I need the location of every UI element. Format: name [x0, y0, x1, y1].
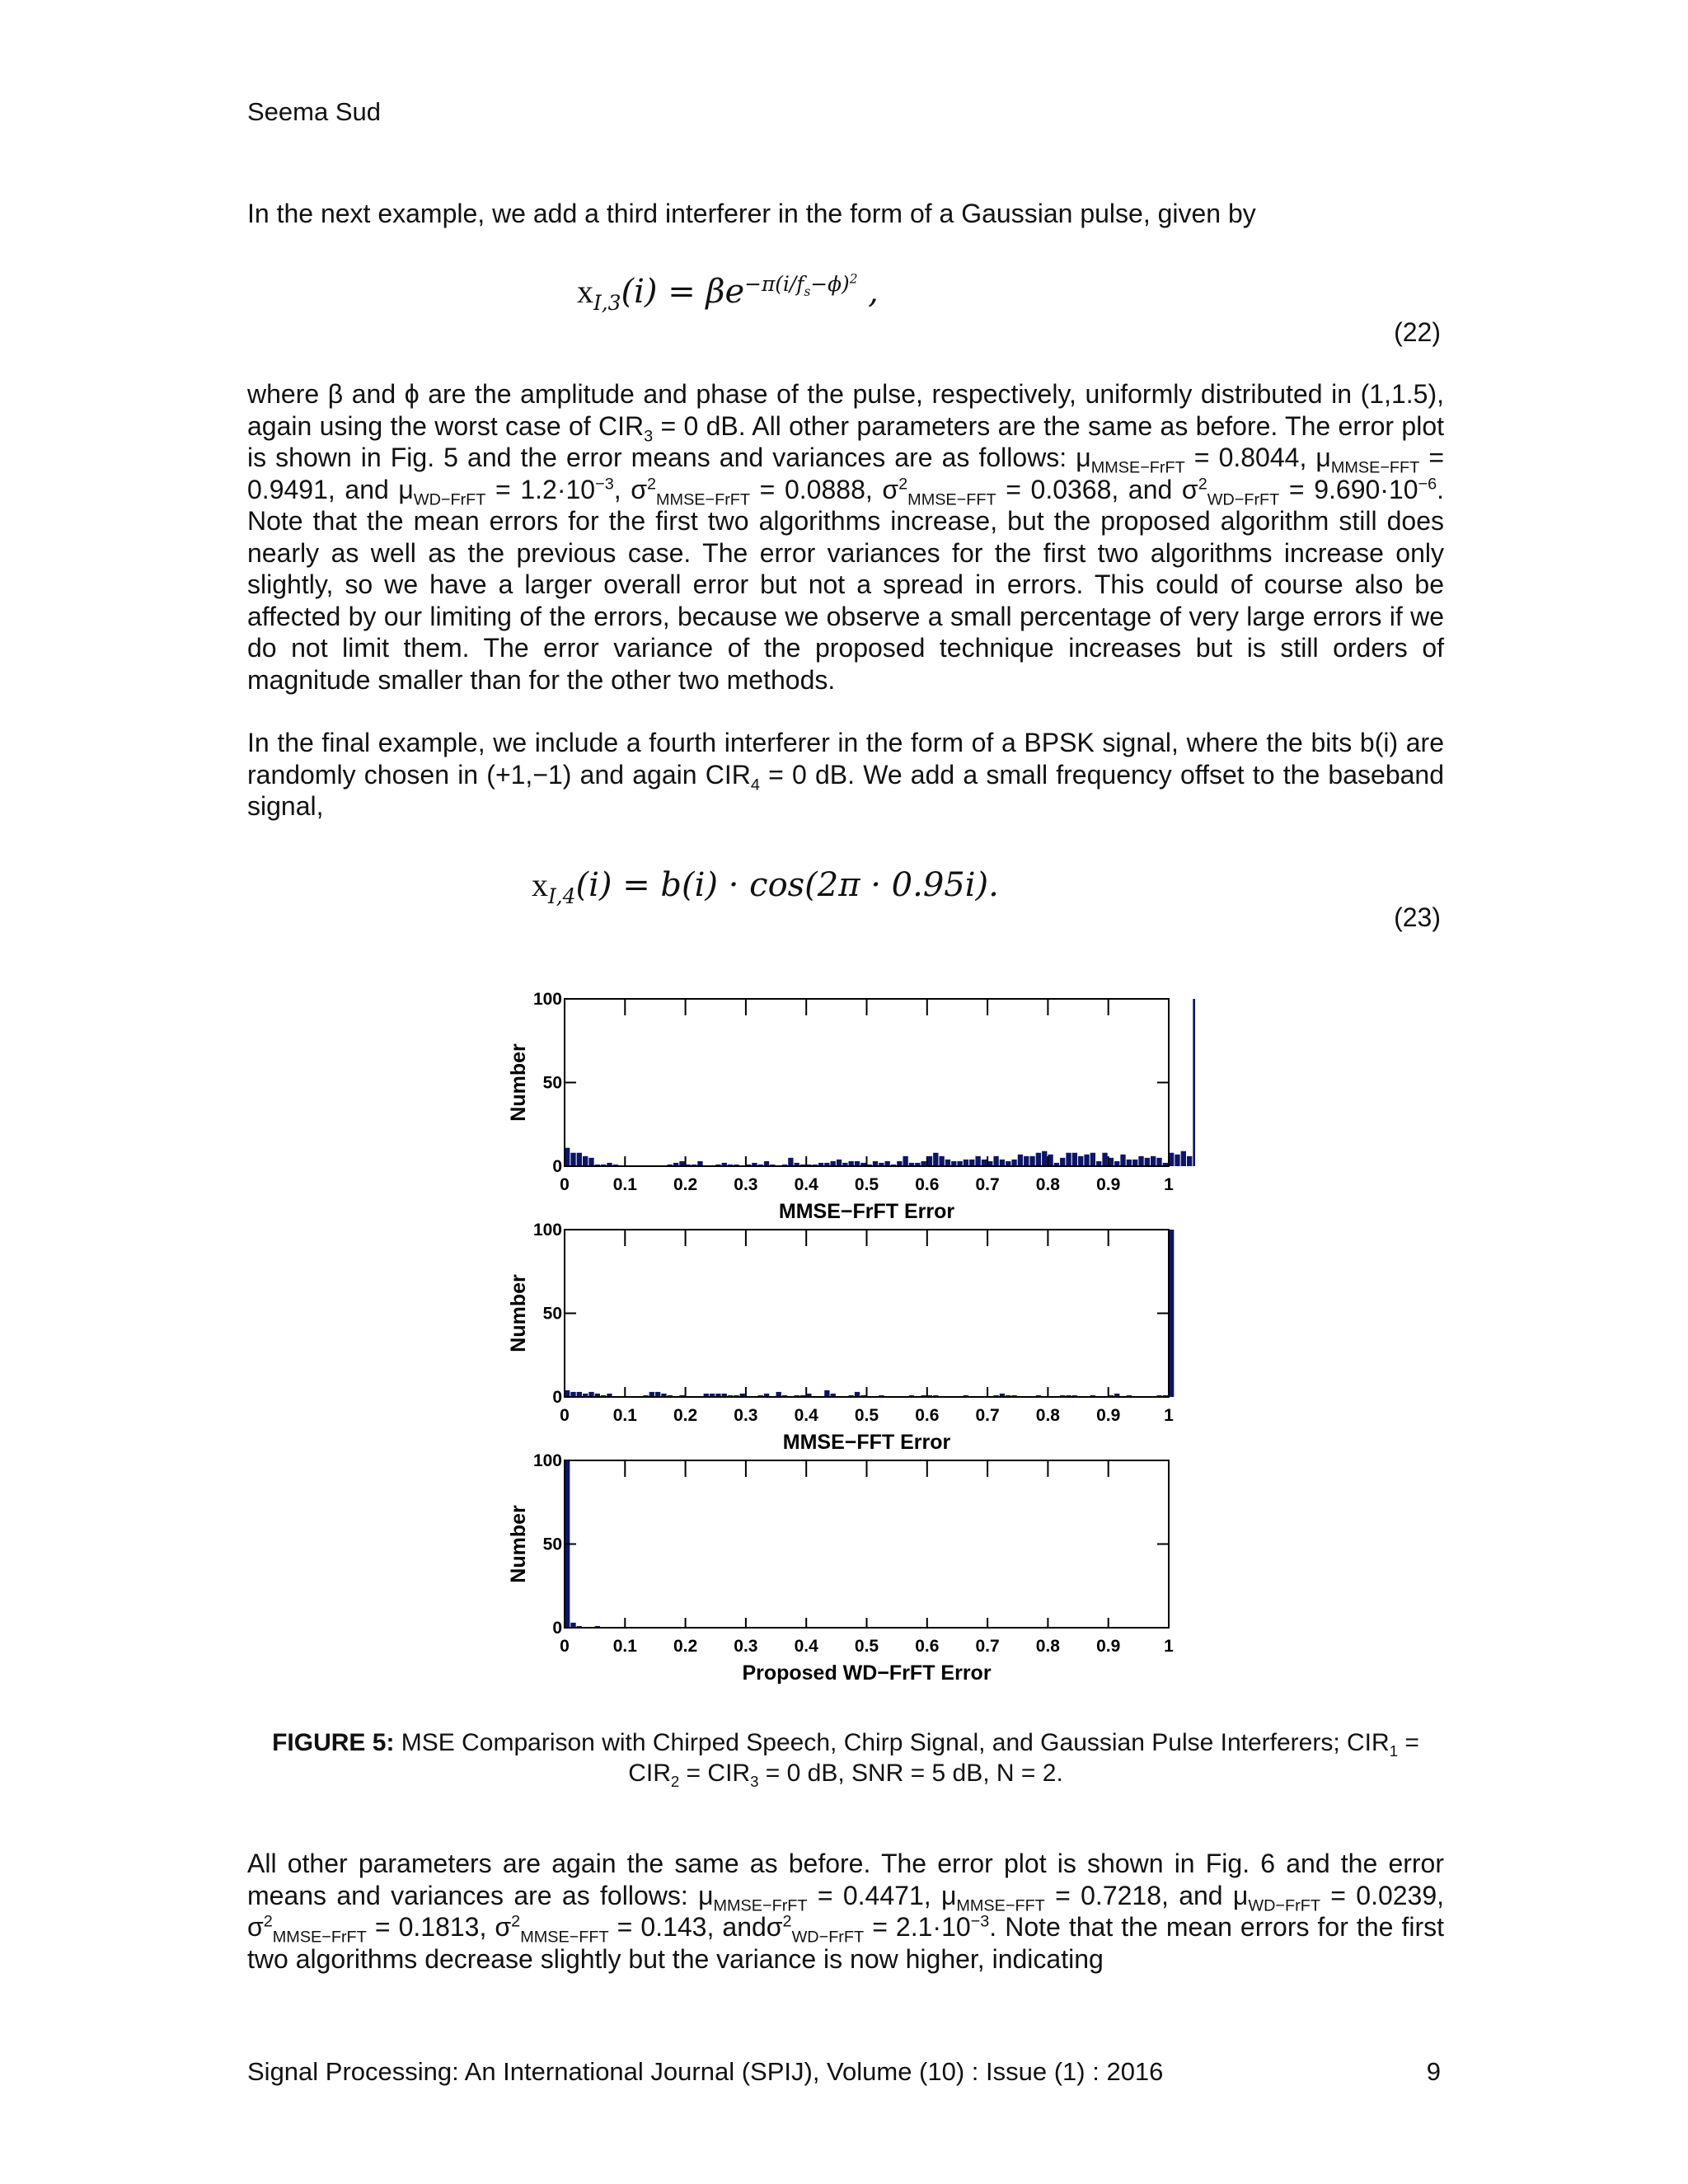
- x-tick-label: 1: [1164, 1175, 1174, 1194]
- paragraph-intro-gaussian: In the next example, we add a third interferer in the form of a Gaussian pulse, given by: [247, 199, 1256, 228]
- histogram-panel-3: [507, 1451, 1174, 1685]
- histogram-bar: [788, 1158, 793, 1166]
- histogram-panel-1: [507, 990, 1195, 1223]
- x-tick-label: 0: [560, 1406, 570, 1425]
- histogram-bar: [993, 1156, 998, 1166]
- histogram-bar: [975, 1156, 980, 1166]
- histogram-bar: [1193, 999, 1195, 1166]
- plot-frame: [565, 999, 1169, 1166]
- x-tick-label: 1: [1164, 1637, 1174, 1656]
- x-tick-label: 0.4: [794, 1637, 818, 1656]
- paragraph-bpsk-intro: In the final example, we include a fourth interferer in the form of a BPSK signal, where the bits b(i) are randomly chosen in (+1,−1) and again $CIR_4 = 0$ dB. We add a small frequency offset to the baseband signal,: [247, 728, 1445, 821]
- histogram-bar: [1018, 1155, 1023, 1166]
- histogram-bar: [1078, 1156, 1083, 1166]
- x-tick-label: 0.9: [1096, 1406, 1121, 1425]
- x-axis-label: Proposed WD−FrFT Error: [742, 1661, 992, 1685]
- histogram-bar: [1066, 1153, 1071, 1166]
- histogram-bar: [1138, 1156, 1143, 1166]
- histogram-bar: [577, 1153, 582, 1166]
- histogram-bar: [933, 1153, 938, 1166]
- x-tick-label: 0.9: [1096, 1637, 1121, 1656]
- histogram-bar: [1181, 1151, 1186, 1166]
- equation-22: $x_{I,3}(i) = \beta e^{-\pi(i/f_s-\phi)^2}$ ,: [577, 271, 879, 315]
- histogram-bar: [1156, 1158, 1161, 1166]
- histogram-bar: [588, 1158, 593, 1166]
- x-tick-label: 1: [1164, 1406, 1174, 1425]
- plot-frame: [565, 1230, 1169, 1397]
- histogram-bar: [1127, 1160, 1132, 1166]
- histogram-bar: [1000, 1160, 1005, 1166]
- x-tick-label: 0.9: [1096, 1175, 1121, 1194]
- x-tick-label: 0.7: [975, 1175, 1000, 1194]
- histogram-bar: [1036, 1153, 1041, 1166]
- y-tick-label: 50: [542, 1535, 562, 1554]
- x-tick-label: 0.2: [673, 1175, 698, 1194]
- x-tick-label: 0.7: [975, 1406, 1000, 1425]
- paragraph-bpsk-results: All other parameters are again the same as before. The error plot is shown in Fig. 6 and the error means and variances are as follows: $\mu_{MMSE-FrFT} = 0.4471$, $\mu_{MMSE-FFT} = 0.7218$, and $\mu_{WD-FrFT} = 0.0239$, $\sigma^2_{MMSE-FrFT} = 0.1813$, $\sigma^2_{MMSE-FFT} = 0.143$, $and\sigma^2_{WD-FrFT} = 2.1\cdot 10^{-3}$. Note that the mean errors for the first two algorithms decrease slightly but the variance is now higher, indicating: [247, 1849, 1445, 1974]
- y-tick-label: 100: [532, 990, 562, 1009]
- x-tick-label: 0.5: [854, 1175, 879, 1194]
- histogram-bar: [1024, 1156, 1029, 1166]
- histogram-panel-2: [507, 1221, 1174, 1454]
- histogram-bar: [1060, 1158, 1065, 1166]
- histogram-bar: [837, 1160, 842, 1166]
- histogram-bar: [824, 1390, 829, 1397]
- equation-22-number: (22): [1394, 317, 1441, 347]
- y-axis-label: Number: [507, 1274, 530, 1352]
- y-tick-label: 0: [552, 1619, 562, 1638]
- histogram-bar: [1187, 1156, 1192, 1166]
- y-tick-label: 100: [532, 1451, 562, 1470]
- x-tick-label: 0.8: [1035, 1175, 1061, 1194]
- x-tick-label: 0.3: [734, 1175, 758, 1194]
- x-tick-label: 0.8: [1035, 1406, 1061, 1425]
- y-tick-label: 100: [532, 1221, 562, 1240]
- plot-frame: [565, 1460, 1169, 1628]
- histogram-bar: [1145, 1158, 1150, 1166]
- x-tick-label: 0.7: [975, 1637, 1000, 1656]
- x-tick-label: 0.3: [734, 1406, 758, 1425]
- histogram-bar: [1072, 1153, 1077, 1166]
- x-tick-label: 0.1: [612, 1175, 637, 1194]
- footer-page-number: 9: [1426, 2057, 1441, 2086]
- running-footer: [247, 2057, 1441, 2087]
- histogram-bar: [1151, 1156, 1156, 1166]
- y-tick-label: 0: [552, 1388, 562, 1407]
- histogram-bar: [1120, 1155, 1125, 1166]
- histogram-bar: [1090, 1153, 1095, 1166]
- histogram-bar: [982, 1160, 987, 1166]
- equation-23-number: (23): [1394, 902, 1441, 932]
- x-tick-label: 0.4: [794, 1406, 818, 1425]
- histogram-bar: [1084, 1155, 1089, 1166]
- histogram-bar: [903, 1156, 907, 1166]
- paragraph-gaussian-results: where β and ϕ are the amplitude and phase of the pulse, respectively, uniformly distributed in (1,1.5), again using the worst case of $CIR_3 = 0$ dB. All other parameters are the same as before. The error plot is shown in Fig. 5 and the error means and variances are as follows: $\mu_{MMSE-FrFT} = 0.8044$, $\mu_{MMSE-FFT} = 0.9491$, and $\mu_{WD-FrFT} = 1.2\cdot 10^{-3}$, $\sigma^2_{MMSE-FrFT} = 0.0888$, $\sigma^2_{MMSE-FFT} = 0.0368$, and $\sigma^2_{WD-FrFT} = 9.690\cdot 10^{-6}$. Note that the mean errors for the first two algorithms increase, but the proposed algorithm still does nearly as well as the previous case. The error variances for the first two algorithms increase only slightly, so we have a larger overall error but not a spread in errors. This could of course also be affected by our limiting of the errors, because we observe a small percentage of very large errors if we do not limit them. The error variance of the proposed technique increases but is still orders of magnitude smaller than for the other two methods.: [247, 379, 1445, 695]
- histogram-bar: [945, 1160, 950, 1166]
- histogram-bar: [583, 1156, 588, 1166]
- x-tick-label: 0.5: [854, 1406, 879, 1425]
- histogram-bar: [964, 1160, 968, 1166]
- x-axis-label: MMSE−FrFT Error: [778, 1200, 955, 1223]
- y-axis-label: Number: [507, 1505, 530, 1583]
- figure-5-caption: FIGURE 5: MSE Comparison with Chirped Speech, Chirp Signal, and Gaussian Pulse Interferers; $CIR_1 = CIR_2 = CIR_3 = 0$ dB, SNR = 5 dB, N = 2.: [272, 1729, 1419, 1790]
- x-tick-label: 0.2: [673, 1406, 698, 1425]
- histogram-bar: [1029, 1156, 1034, 1166]
- y-tick-label: 0: [552, 1157, 562, 1176]
- x-tick-label: 0.3: [734, 1637, 758, 1656]
- y-axis-label: Number: [507, 1043, 530, 1122]
- x-tick-label: 0.4: [794, 1175, 818, 1194]
- y-tick-label: 50: [542, 1073, 562, 1093]
- running-header-author: Seema Sud: [247, 97, 381, 126]
- histogram-bar: [1011, 1160, 1016, 1166]
- histogram-bar: [1132, 1160, 1137, 1166]
- x-tick-label: 0: [560, 1637, 570, 1656]
- histogram-bar: [969, 1160, 974, 1166]
- equation-23: $x_{I,4}(i) = b(i) \cdot \cos(2\pi \cdot 0.95i)$.: [532, 866, 999, 908]
- x-tick-label: 0.1: [612, 1637, 637, 1656]
- histogram-bar: [1175, 1155, 1179, 1166]
- x-tick-label: 0: [560, 1175, 570, 1194]
- histogram-bar: [1042, 1151, 1047, 1166]
- x-tick-label: 0.6: [915, 1175, 940, 1194]
- x-tick-label: 0.1: [612, 1406, 637, 1425]
- x-tick-label: 0.6: [915, 1406, 940, 1425]
- histogram-bar: [1102, 1153, 1107, 1166]
- x-tick-label: 0.2: [673, 1637, 698, 1656]
- x-axis-label: MMSE−FFT Error: [782, 1431, 951, 1454]
- y-tick-label: 50: [542, 1304, 562, 1324]
- x-tick-label: 0.8: [1035, 1637, 1061, 1656]
- histogram-bar: [570, 1153, 575, 1166]
- figure-5-histograms: [503, 985, 1195, 1702]
- x-tick-label: 0.5: [854, 1637, 879, 1656]
- footer-journal: Signal Processing: An International Journal (SPIJ), Volume (10) : Issue (1) : 2016: [247, 2057, 1164, 2086]
- histogram-bar: [939, 1156, 944, 1166]
- x-tick-label: 0.6: [915, 1637, 940, 1656]
